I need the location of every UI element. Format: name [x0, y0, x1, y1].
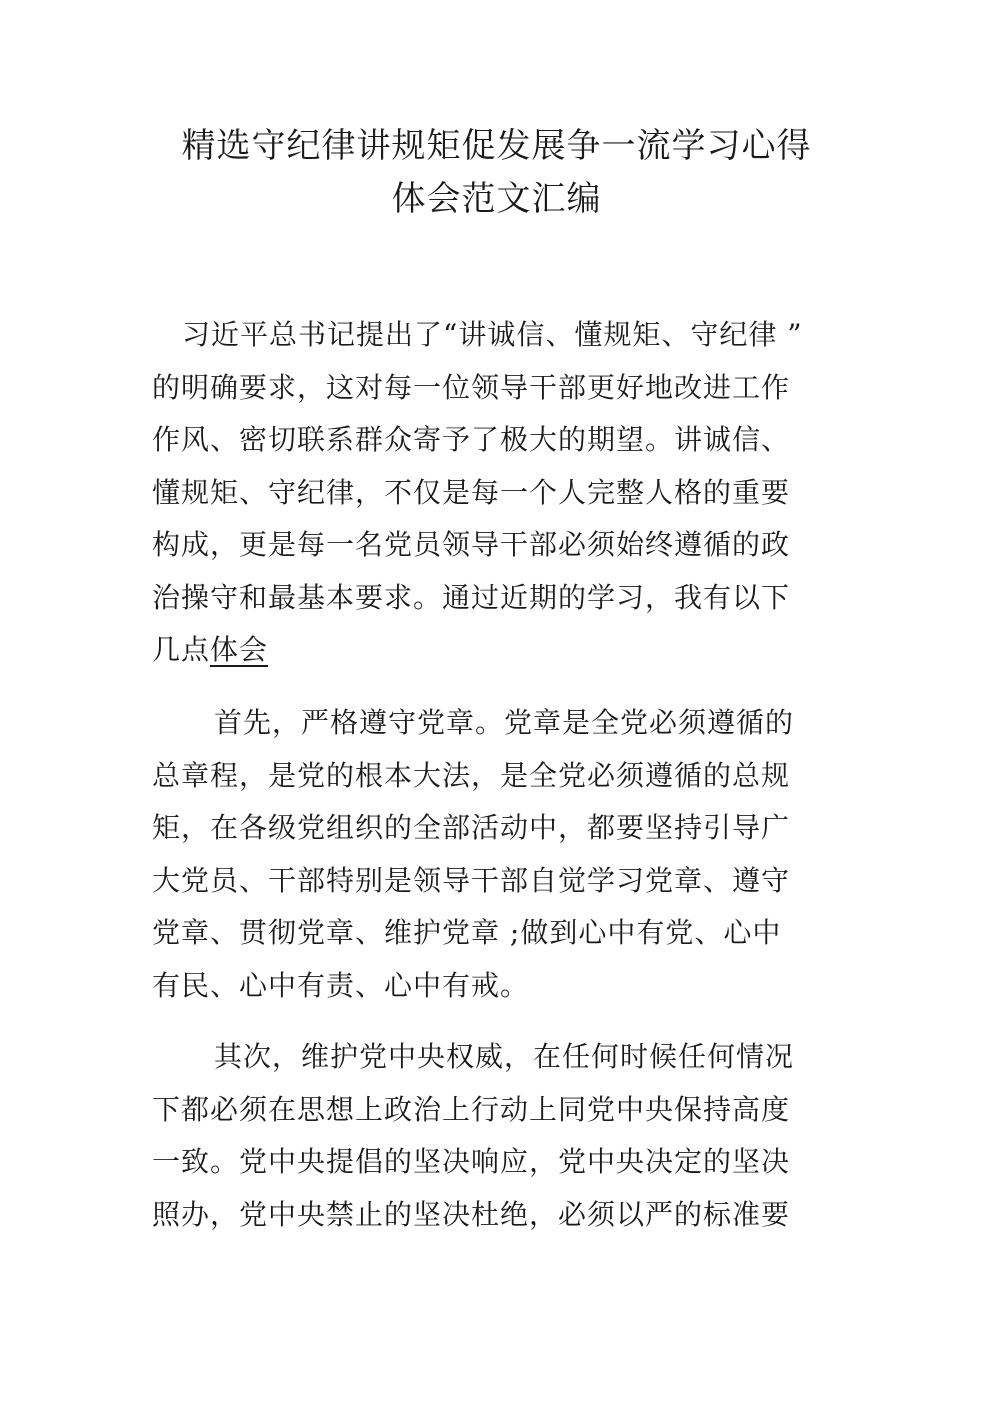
- document-title: [120, 120, 873, 226]
- paragraph-1: [152, 309, 842, 677]
- paragraph-line-prefix: 几点: [152, 633, 211, 666]
- title-line-1: 精选守纪律讲规矩促发展争一流学习心得: [181, 126, 812, 166]
- paragraph-line: 党章、贯彻党章、维护党章 ;做到心中有党、心中: [152, 916, 782, 949]
- title-line-2: 体会范文汇编: [391, 179, 602, 219]
- paragraph-line: 一致。党中央提倡的坚决响应，党中央决定的坚决: [152, 1145, 791, 1178]
- paragraph-line: 习近平总书记提出了“讲诚信、懂规矩、守纪律 ”: [182, 318, 803, 351]
- paragraph-line: 作风、密切联系群众寄予了极大的期望。讲诚信、: [152, 423, 791, 456]
- paragraph-3: [152, 1031, 842, 1241]
- paragraph-line: 治操守和最基本要求。通过近期的学习，我有以下: [152, 580, 791, 614]
- paragraph-line: 构成，更是每一名党员领导干部必须始终遵循的政: [152, 528, 791, 561]
- paragraph-line: 照办，党中央禁止的坚决杜绝，必须以严的标准要: [152, 1197, 791, 1231]
- paragraph-line: 下都必须在思想上政治上行动上同党中央保持高度: [152, 1092, 791, 1126]
- paragraph-line: 懂规矩、守纪律，不仅是每一个人完整人格的重要: [152, 475, 791, 509]
- paragraph-line: 有民、心中有责、心中有戒。: [152, 968, 530, 1002]
- underlined-word: 体会: [210, 633, 269, 666]
- paragraph-line: 大党员、干部特别是领导干部自觉学习党章、遵守: [152, 863, 791, 897]
- paragraph-line: 矩，在各级党组织的全部活动中，都要坚持引导广: [152, 811, 791, 844]
- paragraph-line: 其次，维护党中央权威，在任何时候任何情况: [214, 1040, 795, 1073]
- paragraph-last-line: [152, 624, 842, 677]
- paragraph-2: [152, 697, 842, 1012]
- paragraph-line: 首先，严格遵守党章。党章是全党必须遵循的: [214, 706, 795, 739]
- paragraph-line: 的明确要求，这对每一位领导干部更好地改进工作: [152, 370, 791, 404]
- paragraph-line: 总章程，是党的根本大法，是全党必须遵循的总规: [152, 758, 791, 792]
